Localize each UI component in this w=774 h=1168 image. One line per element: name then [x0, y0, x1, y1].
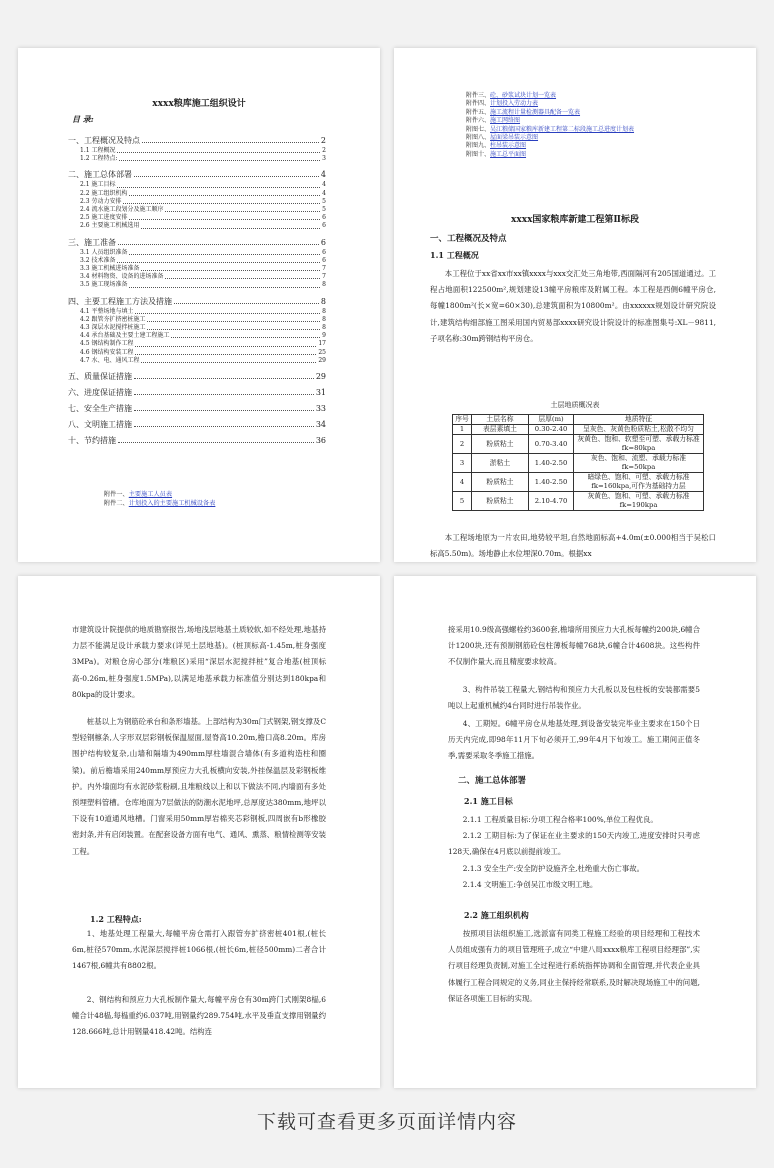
toc-entry[interactable] — [68, 404, 326, 413]
heading-2-2: 2.2 施工组织机构 — [464, 910, 529, 920]
toc-entry-page: 33 — [315, 404, 326, 414]
toc-entry-title: 五、质量保证措施 — [68, 372, 132, 382]
appendix-item — [68, 490, 215, 499]
table-header-cell: 土层名称 — [472, 415, 529, 425]
toc-entry[interactable] — [68, 316, 326, 324]
toc-entry-title: 4.4 承台基础及主要土建工程施工 — [80, 332, 170, 340]
download-caption: 下载可查看更多页面详情内容 — [256, 1111, 517, 1133]
toc-leader-dots — [117, 151, 320, 153]
toc-leader-dots — [147, 328, 320, 330]
appendix-item — [68, 499, 215, 508]
toc-leader-dots — [129, 194, 320, 196]
project-overview-paragraph: 本工程位于xx省xx市xx镇xxxx与xxx交汇处三角地带,西面隔河有205国道通过。工程占地面积122500m²,规划建设13幢平房粮库及附属工程。本工程是西侧6幢平房仓,每幢1800m²(长×宽=60×30),总建筑面积为10800m²。由xxxxxx规划设计研究院设计,建筑结构细部施工图采用国内贸易部xxxx研究设计院设计的标准图集号:XL－9811,子项名称:30m跨钢结构平房仓。 — [430, 269, 716, 343]
toc-entry-page: 34 — [315, 420, 326, 430]
toc-entry-page: 5 — [322, 206, 326, 214]
heading-2: 二、施工总体部署 — [458, 776, 527, 786]
toc-entry-title: 4.6 钢结构安装工程 — [80, 348, 134, 356]
toc-entry-title: 3.4 材料物资、设备的进场准备 — [80, 273, 164, 281]
toc-entry[interactable] — [68, 136, 326, 145]
toc-entry-title: 2.2 施工组织机构 — [80, 189, 128, 197]
toc-entry-title: 2.6 主要施工机械选用 — [80, 222, 140, 230]
toc-leader-dots — [135, 312, 320, 314]
toc-entry-page: 7 — [322, 265, 326, 273]
toc-leader-dots — [135, 345, 316, 347]
table-cell: 呈灰色、灰黄色粉质粘土,松散不均匀 — [574, 425, 704, 435]
toc-leader-dots — [129, 218, 320, 220]
toc-leader-dots — [123, 202, 320, 204]
toc-entry[interactable] — [68, 249, 326, 257]
appendix-link[interactable]: 计划投入劳动力表 — [490, 100, 539, 108]
toc-entry-page: 2 — [322, 147, 326, 154]
toc-entry-title: 2.4 流水施工段划分及施工顺序 — [80, 206, 164, 214]
toc-entry[interactable] — [68, 297, 326, 306]
section-heading — [430, 232, 716, 244]
organization-paragraph: 按照项目法组织施工,选派富有同类工程施工经验的项目经理和工程技术人员组成强有力的项目管理班子,成立“中建八局xxxx粮库工程项目经理部”,实行项目经理负责制,对施工全过程进行系统指挥协调和全面管理,并代表企业具体履行工程合同规定的义务,同业主保持经常联系,及时解决现场施工中的问题,保证各项施工目标的实现。 — [448, 929, 700, 1003]
appendix-prefix: 附件一、 — [104, 491, 129, 498]
heading-1: 一、工程概况及特点 — [430, 234, 507, 244]
appendix-prefix: 附图十、 — [466, 150, 491, 158]
table-cell: 灰黄色、饱和、可塑、承载力标准fk=190kpa — [574, 492, 704, 511]
table-cell: 暗绿色、饱和、可塑、承载力标准fk=160kpa,可作为基础持力层 — [574, 473, 704, 492]
table-cell: 0.30-2.40 — [529, 425, 574, 435]
toc-entry-title: 2.1 施工目标 — [80, 181, 116, 189]
toc-entry-title: 三、施工准备 — [68, 237, 116, 247]
table-row — [453, 492, 704, 511]
table-row — [453, 435, 704, 454]
toc-leader-dots — [118, 243, 319, 245]
toc-entry-title: 3.3 施工机械进场准备 — [80, 265, 140, 273]
appendix-link[interactable]: 柱吊装示意图 — [490, 142, 527, 150]
appendix-link[interactable]: 施工流程计量检测器具配备一览表 — [490, 108, 581, 116]
toc-leader-dots — [117, 186, 320, 188]
table-cell: 5 — [453, 492, 472, 511]
appendix-link[interactable]: 主要施工人员表 — [128, 491, 173, 498]
toc-entry-page: 6 — [322, 256, 326, 264]
toc-entry-title: 1.1 工程概况 — [80, 147, 116, 154]
toc-leader-dots — [174, 302, 319, 304]
table-header-cell: 地质特征 — [574, 415, 704, 425]
toc-entry[interactable] — [68, 147, 326, 155]
toc-entry-title: 六、进度保证措施 — [68, 388, 132, 398]
toc-leader-dots — [141, 227, 320, 229]
toc-entry-title: 二、施工总体部署 — [68, 170, 132, 180]
appendix-link[interactable]: 吴江粮储国家粮库新建工程第二标段施工总进度计划表 — [490, 125, 635, 133]
toc-entry-page: 6 — [322, 222, 326, 230]
table-header-row — [453, 415, 704, 425]
structure-paragraph: 桩基以上为钢筋砼承台和条形墙基。上部结构为30m门式钢架,钢支撑及C型轻钢檩条,人字形双层彩钢板保温屋面,屋脊高10.20m,檐口高8.20m。库房围护结构较复杂,山墙和隔墙为490mm厚柱墙混合墙体(有多道构造柱和圈梁)。前后檐墙采用240mm厚预应力大孔板横向安装,外挂保温层及彩钢板维护。内外墙面均有水泥砂浆粉刷,且堆粮线以上和以下做法不同,内墙面有多处预埋塑料管槽。仓库地面为7层做法的防潮水泥地坪,总厚度达380mm,地坪以下设有10道通风地槽。门窗采用50mm厚岩棉夹芯彩钢板,四周嵌有b形橡胶密封条,并有启闭装置。在配套设备方面有电气、通风、熏蒸、粮情检测等安装工程。 — [72, 717, 326, 856]
toc-list — [68, 136, 326, 447]
table-cell: 4 — [453, 473, 472, 492]
toc-entry[interactable] — [68, 155, 326, 163]
toc-leader-dots — [129, 253, 320, 255]
toc-leader-dots — [141, 361, 316, 363]
appendix-prefix: 附件五、 — [466, 108, 491, 116]
appendix-item — [466, 100, 634, 108]
table-cell: 粉质粘土 — [472, 473, 529, 492]
toc-entry-page: 25 — [318, 348, 326, 356]
table-cell: 3 — [453, 454, 472, 473]
geology-paragraph: 市建筑设计院提供的地质勘察报告,场地浅层地基土质较软,如不经处理,地基持力层不能满足设计承载力要求(详见土层地基)。(桩顶标高-1.45m,桩身强度3MPa)。对粮仓房心部分(堆粮区)采用“深层水泥搅拌桩”复合地基(桩顶标高-0.26m,桩身强度1.5MPa),以满足地基承载力标准值分别达到180kpa和80kpa的设计要求。 — [72, 625, 326, 699]
toc-entry-page: 6 — [322, 214, 326, 222]
toc-entry-page: 8 — [322, 307, 326, 315]
toc-entry-page: 2 — [320, 136, 326, 145]
toc-entry-page: 8 — [322, 324, 326, 332]
page-2 — [394, 48, 756, 562]
toc-entry[interactable] — [68, 265, 326, 273]
goal-quality: 2.1.1 工程质量目标:分项工程合格率100%,单位工程优良。 — [462, 815, 658, 824]
toc-entry-page: 4 — [322, 181, 326, 189]
goal-schedule: 2.1.2 工期目标:为了保证在业主要求的150天内竣工,进度安排时只考虑128天,确保在4月底以前提前竣工。 — [448, 831, 700, 857]
appendix-item — [466, 151, 634, 159]
table-cell: 粉质粘土 — [472, 492, 529, 511]
table-row — [453, 473, 704, 492]
toc-entry[interactable] — [68, 281, 326, 289]
toc-entry-title: 3.2 技术准备 — [80, 256, 116, 264]
toc-leader-dots — [119, 159, 320, 161]
toc-entry[interactable] — [68, 357, 326, 365]
table-header-cell: 层厚(m) — [529, 415, 574, 425]
toc-entry-title: 2.3 劳动力安排 — [80, 197, 122, 205]
feature-2-continued: 接采用10.9级高强螺栓约3600套,檐墙所用预应力大孔板每幢约200块,6幢合计1200块,还有预制钢筋砼包柱薄板每幢768块,6幢合计4608块。这些构件不仅制作量大,而且精度要求较高。 — [448, 625, 700, 667]
toc-entry-title: 2.5 施工进度安排 — [80, 214, 128, 222]
toc-leader-dots — [117, 261, 320, 263]
toc-entry-title: 四、主要工程施工方法及措施 — [68, 296, 172, 306]
table-cell: 淤粘土 — [472, 454, 529, 473]
section-title: xxxx国家粮库新建工程第Ⅱ标段 — [510, 215, 640, 225]
toc-entry[interactable] — [68, 436, 326, 445]
feature-2-paragraph: 2、钢结构和预应力大孔板制作量大,每幢平房仓有30m跨门式刚架8榀,6幢合计48榀,每榀重约6.037吨,用钢量约289.754吨,水平及垂直支撑用钢量约128.666吨,总计用钢量418.42吨。结构连 — [72, 995, 326, 1037]
toc-leader-dots — [147, 320, 320, 322]
table-cell: 粉质粘土 — [472, 435, 529, 454]
table-row — [453, 425, 704, 435]
toc-entry-title: 4.7 水、电、通风工程 — [80, 356, 140, 364]
toc-leader-dots — [134, 409, 314, 411]
toc-entry-page: 7 — [322, 273, 326, 281]
table-cell: 1.40-2.50 — [529, 473, 574, 492]
toc-leader-dots — [165, 210, 320, 212]
toc-leader-dots — [165, 277, 320, 279]
toc-entry[interactable] — [68, 372, 326, 381]
page-3 — [18, 576, 380, 1088]
appendix-link[interactable]: 施工网络图 — [490, 117, 521, 125]
toc-leader-dots — [141, 269, 320, 271]
appendix-prefix: 附图七、 — [466, 125, 491, 133]
toc-entry[interactable] — [68, 181, 326, 189]
heading-1-2: 1.2 工程特点: — [90, 914, 142, 924]
toc-entry-title: 一、工程概况及特点 — [68, 136, 140, 145]
toc-entry-title: 4.5 钢结构制作工程 — [80, 340, 134, 348]
toc-entry-title: 4.1 平整场地与填土 — [80, 307, 134, 315]
feature-1-paragraph: 1、地基处理工程量大,每幢平房仓需打入跟管夯扩挤密桩401根,(桩长6m,桩径570mm,水泥深层搅拌桩1066根,(桩长6m,桩径500mm)二者合计1467根,6幢共有8802根。 — [72, 929, 326, 971]
toc-entry-page: 4 — [320, 170, 326, 180]
feature-3-paragraph: 3、构件吊装工程量大,钢结构和预应力大孔板以及包柱板的安装都需要5吨以上起重机械约4台同时进行吊装作业。 — [448, 685, 700, 711]
table-row — [453, 454, 704, 473]
toc-entry-title: 3.5 施工现场准备 — [80, 281, 128, 289]
toc-entry-title: 3.1 人员组织准备 — [80, 248, 128, 256]
page-4 — [394, 576, 756, 1088]
toc-leader-dots — [118, 441, 314, 443]
toc-entry-page: 8 — [322, 315, 326, 323]
toc-entry-page: 4 — [322, 189, 326, 197]
toc-leader-dots — [134, 393, 314, 395]
toc-entry[interactable] — [68, 257, 326, 265]
toc-leader-dots — [134, 175, 319, 177]
toc-entry[interactable] — [68, 238, 326, 247]
toc-entry-page: 9 — [322, 332, 326, 340]
toc-heading: 目 录: — [72, 114, 94, 124]
appendix-link[interactable]: 计划投入的主要施工机械设备表 — [128, 500, 216, 507]
toc-entry-page: 8 — [320, 296, 326, 306]
toc-entry[interactable] — [68, 190, 326, 198]
appendix-link[interactable]: 砼、砂浆试块计划一览表 — [490, 92, 557, 99]
appendix-prefix: 附图九、 — [466, 142, 491, 150]
toc-entry-page: 6 — [320, 237, 326, 247]
toc-entry[interactable] — [68, 222, 326, 230]
goal-safety: 2.1.3 安全生产:安全防护设施齐全,杜绝重大伤亡事故。 — [462, 863, 644, 873]
appendix-list — [68, 490, 215, 508]
table-cell: 1.40-2.50 — [529, 454, 574, 473]
appendix-item — [466, 142, 634, 150]
toc-entry-title: 4.2 跟管夯扩挤密桩施工 — [80, 315, 146, 323]
site-paragraph: 本工程场地原为一片农田,地势较平坦,自然地面标高+4.0m(±0.000相当于吴松口标高5.50m)。场地静止水位埋深0.70m。根据xx — [430, 533, 716, 559]
appendix-prefix: 附图八、 — [466, 134, 491, 142]
heading-1-1: 1.1 工程概况 — [430, 250, 479, 260]
toc-entry-title: 十、节约措施 — [68, 436, 116, 446]
toc-entry[interactable] — [68, 198, 326, 206]
appendix-item — [466, 109, 634, 117]
toc-entry-page: 29 — [318, 356, 326, 364]
toc-entry-title: 1.2 工程特点: — [80, 155, 118, 163]
toc-leader-dots — [135, 353, 316, 355]
appendix-prefix: 附件六、 — [466, 117, 491, 125]
table-header-cell: 序号 — [453, 415, 472, 425]
toc-entry-title: 八、文明施工措施 — [68, 420, 132, 430]
appendix-list — [466, 92, 634, 159]
toc-entry-page: 3 — [322, 155, 326, 163]
table-cell: 2 — [453, 435, 472, 454]
toc-entry[interactable] — [68, 388, 326, 397]
toc-leader-dots — [129, 286, 320, 288]
toc-entry-page: 29 — [315, 372, 326, 382]
toc-entry-page: 5 — [322, 197, 326, 205]
toc-leader-dots — [134, 377, 314, 379]
appendix-item — [466, 117, 634, 125]
toc-entry-page: 6 — [322, 248, 326, 256]
appendix-item — [466, 126, 634, 134]
table-cell: 0.70-3.40 — [529, 435, 574, 454]
soil-layer-table — [452, 414, 704, 511]
goal-civilized: 2.1.4 文明施工:争创吴江市级文明工地。 — [462, 879, 598, 889]
appendix-prefix: 附件四、 — [466, 100, 491, 108]
table-caption: 土层地质概况表 — [550, 401, 600, 409]
appendix-link[interactable]: 施工总平面图 — [490, 150, 527, 158]
feature-4-paragraph: 4、工期短。6幢平房仓从地基处理,到设备安装完毕业主要求在150个日历天内完成,即98年11月下旬必须开工,99年4月下旬竣工。施工期间正值冬季,需要采取冬季施工措施。 — [448, 719, 700, 761]
toc-entry-page: 36 — [315, 436, 326, 446]
toc-entry[interactable] — [68, 420, 326, 429]
table-cell: 灰色、饱和、流塑、承载力标准fk=50kpa — [574, 454, 704, 473]
appendix-prefix: 附件三、 — [466, 92, 491, 99]
subsection-heading — [430, 250, 716, 261]
toc-entry[interactable] — [68, 206, 326, 214]
toc-entry-page: 17 — [318, 340, 326, 348]
page-1-table-of-contents — [18, 48, 380, 562]
toc-entry[interactable] — [68, 170, 326, 179]
table-cell: 灰黄色、饱和、软塑至可塑、承载力标准fk=80kpa — [574, 435, 704, 454]
appendix-prefix: 附件二、 — [104, 500, 129, 507]
toc-entry-page: 31 — [315, 388, 326, 398]
toc-entry[interactable] — [68, 340, 326, 348]
table-cell: 表层素填土 — [472, 425, 529, 435]
table-cell: 2.10-4.70 — [529, 492, 574, 511]
toc-leader-dots — [134, 425, 314, 427]
toc-leader-dots — [142, 141, 319, 143]
toc-leader-dots — [171, 336, 320, 338]
toc-entry[interactable] — [68, 349, 326, 357]
document-title: xxxx粮库施工组织设计 — [152, 99, 246, 109]
table-cell: 1 — [453, 425, 472, 435]
toc-entry[interactable] — [68, 308, 326, 316]
toc-entry-page: 8 — [322, 281, 326, 289]
heading-2-1: 2.1 施工目标 — [464, 796, 513, 806]
toc-entry-title: 4.3 深层水泥搅拌桩施工 — [80, 324, 146, 332]
appendix-link[interactable]: 屋面梁吊装示意图 — [490, 134, 539, 142]
toc-entry-title: 七、安全生产措施 — [68, 404, 132, 414]
